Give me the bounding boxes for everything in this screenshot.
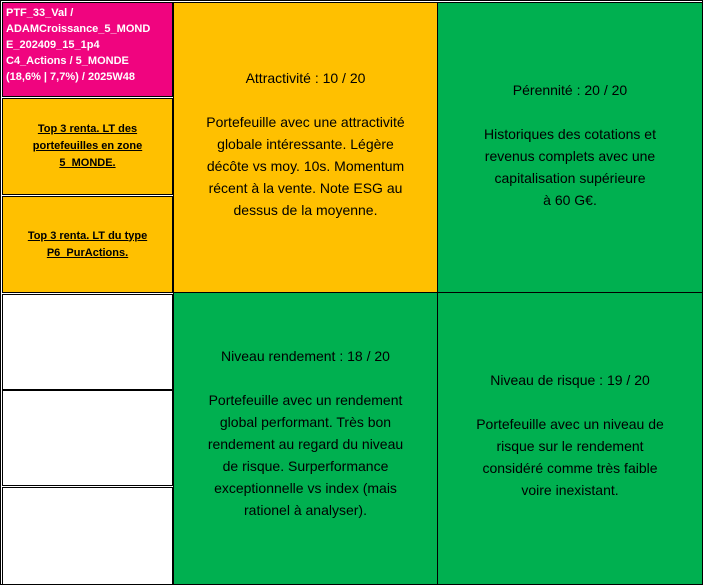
description-line: à 60 G€. (543, 192, 597, 208)
top-type-link-line: P6_PurActions. (46, 246, 129, 259)
portfolio-title-line: PTF_33_Val / (6, 7, 74, 19)
top-zone-link-line: Top 3 renta. LT des (37, 123, 138, 135)
perennite-description (438, 123, 702, 211)
rendement-score-cell (173, 292, 438, 585)
portfolio-title-cell (2, 2, 173, 97)
description-line: considéré comme très faible (482, 460, 658, 476)
rendement-score-title: Niveau rendement : 18 / 20 (221, 348, 390, 364)
description-line: Historiques des cotations et (484, 126, 656, 142)
top-type-cell (2, 196, 173, 293)
portfolio-title-line: ADAMCroissance_5_MOND (6, 23, 151, 35)
attractivite-description (174, 111, 437, 221)
perennite-score-title: Pérennité : 20 / 20 (512, 82, 628, 98)
description-line: dessus de la moyenne. (233, 202, 378, 218)
perennite-score-cell (437, 2, 703, 293)
description-line: Portefeuille avec un rendement (208, 392, 403, 408)
risque-score-title: Niveau de risque : 19 / 20 (490, 372, 650, 388)
portfolio-title-line: C4_Actions / 5_MONDE (6, 55, 129, 67)
description-line: récent à la vente. Note ESG au (208, 180, 403, 196)
description-line: risque sur le rendement (496, 438, 644, 454)
description-line: exceptionnelle vs index (mais (214, 480, 397, 496)
description-line: Portefeuille avec un niveau de (476, 416, 664, 432)
description-line: global performant. Très bon (219, 414, 392, 430)
attractivite-score-title: Attractivité : 10 / 20 (245, 70, 366, 86)
description-line: rationel à analyser). (244, 502, 367, 518)
description-line: revenus complets avec une (484, 148, 656, 164)
empty-cell (2, 294, 173, 390)
portfolio-title-line: E_202409_15_1p4 (6, 39, 100, 51)
top-zone-link-line: portefeuilles en zone (32, 140, 143, 152)
description-line: rendement au regard du niveau (207, 436, 404, 452)
description-line: voire inexistant. (521, 482, 619, 498)
rendement-description (174, 389, 437, 521)
top-zone-link-line: 5_MONDE. (59, 157, 116, 169)
risque-score-cell (437, 292, 703, 585)
top-zone-cell (2, 98, 173, 195)
description-line: décôte vs moy. 10s. Momentum (206, 158, 405, 174)
top-zone-link[interactable] (33, 121, 142, 172)
attractivite-score-cell (173, 2, 438, 293)
empty-cell (2, 390, 173, 486)
description-line: capitalisation supérieure (494, 170, 646, 186)
risque-description (438, 413, 702, 501)
top-type-link[interactable] (28, 228, 147, 262)
portfolio-title-line: (18,6% | 7,7%) / 2025W48 (6, 71, 136, 83)
top-type-link-line: Top 3 renta. LT du type (27, 229, 148, 242)
description-line: Portefeuille avec une attractivité (206, 114, 405, 130)
description-line: globale intéressante. Légère (217, 136, 394, 152)
description-line: de risque. Surperformance (222, 458, 389, 474)
empty-cell (2, 487, 173, 585)
